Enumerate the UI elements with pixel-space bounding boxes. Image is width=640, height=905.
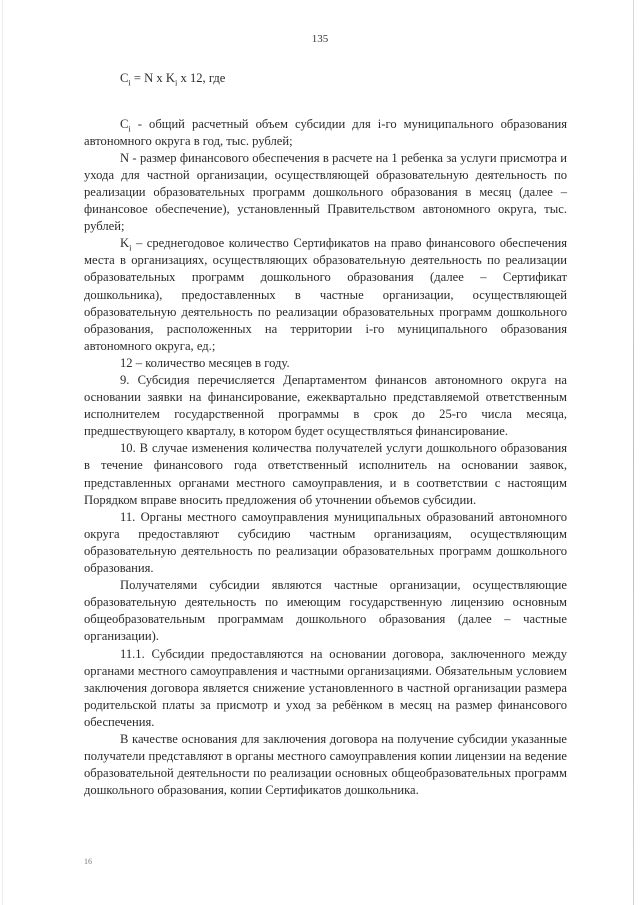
formula-middle: = N x K <box>130 71 175 85</box>
page-number: 135 <box>311 33 329 45</box>
formula-lhs: C <box>120 71 129 85</box>
clause-11: 11. Органы местного самоуправления муниципальных образований автономного округа предоставляют субсидию частным организациям, осуществляющим образовательную деятельность по реализации образовательных программ дошкольного образования. <box>84 509 567 576</box>
scan-edge-right <box>633 0 634 905</box>
clause-11-1: 11.1. Субсидии предоставляются на основании договора, заключенного между органами местного самоуправления и частными организациями. Обязательным условием заключения договора является снижение установленного в частной организации размера родительской платы за присмотр и уход за ребёнком в месяц на размер финансового обеспечения. <box>84 646 567 729</box>
formula-lhs-subscript: i <box>128 77 131 88</box>
definition-ci <box>84 116 567 150</box>
formula-rhs: x 12, где <box>177 71 226 85</box>
formula-middle-subscript: i <box>174 77 178 88</box>
footer-mark: 16 <box>84 857 92 866</box>
contract-basis-paragraph: В качестве основания для заключения договора на получение субсидии указанные получатели представляют в органы местного самоуправления копии лицензии на ведение образовательной деятельности по реализации основных общеобразовательных программ дошкольного образования, копии Сертификатов дошкольника. <box>84 731 567 798</box>
definition-symbol: C <box>120 116 129 131</box>
scan-edge-left <box>2 0 3 905</box>
definition-subscript: i <box>128 123 131 134</box>
definition-symbol: K <box>120 236 130 251</box>
clause-9: 9. Субсидия перечисляется Департаментом финансов автономного округа на основании заявки на финансирование, ежеквартально представляемой ответственным исполнителем государственной программы в срок до 25-го числа месяца, предшествующего кварталу, в котором будет осуществляться финансирование. <box>84 373 567 439</box>
clause-10: 10. В случае изменения количества получателей услуги дошкольного образования в течение финансового года ответственный исполнитель на основании заявок, представленных органами местного самоуправления, и в соответствии с настоящим Порядком вправе вносить предложения об уточнении объемов субсидии. <box>84 441 567 507</box>
subsidy-formula <box>84 70 567 92</box>
document-body <box>84 60 567 799</box>
definition-months: 12 – количество месяцев в году. <box>120 355 290 370</box>
definition-subscript: i <box>129 242 132 253</box>
definition-n: N - размер финансового обеспечения в расчете на 1 ребенка за услуги присмотра и ухода для частной организации, осуществляющей образовательную деятельность по реализации образовательных программ дошкольного образования в месяц (далее – финансовое обеспечение), установленный Правительством автономного округа, тыс. рублей; <box>84 150 567 234</box>
definition-text: - общий расчетный объем субсидии для i-го муниципального образования автономного округа в год, тыс. рублей; <box>84 116 567 148</box>
recipients-paragraph: Получателями субсидии являются частные организации, осуществляющие образовательную деятельность по имеющим государственную лицензию основным общеобразовательным программам дошкольного образования (далее – частные организации). <box>84 578 567 644</box>
definition-ki <box>84 235 567 355</box>
definition-text: – среднегодовое количество Сертификатов на право финансового обеспечения места в организациях, осуществляющих образовательную деятельность по реализации образовательных программ дошкольного образования (далее – Сертификат дошкольника), предоставленных в частные организации, осуществляющей образовательную деятельность по реализации образовательных программ дошкольного образования, расположенных на территории i-го муниципального образования автономного округа, ед.; <box>84 236 567 353</box>
